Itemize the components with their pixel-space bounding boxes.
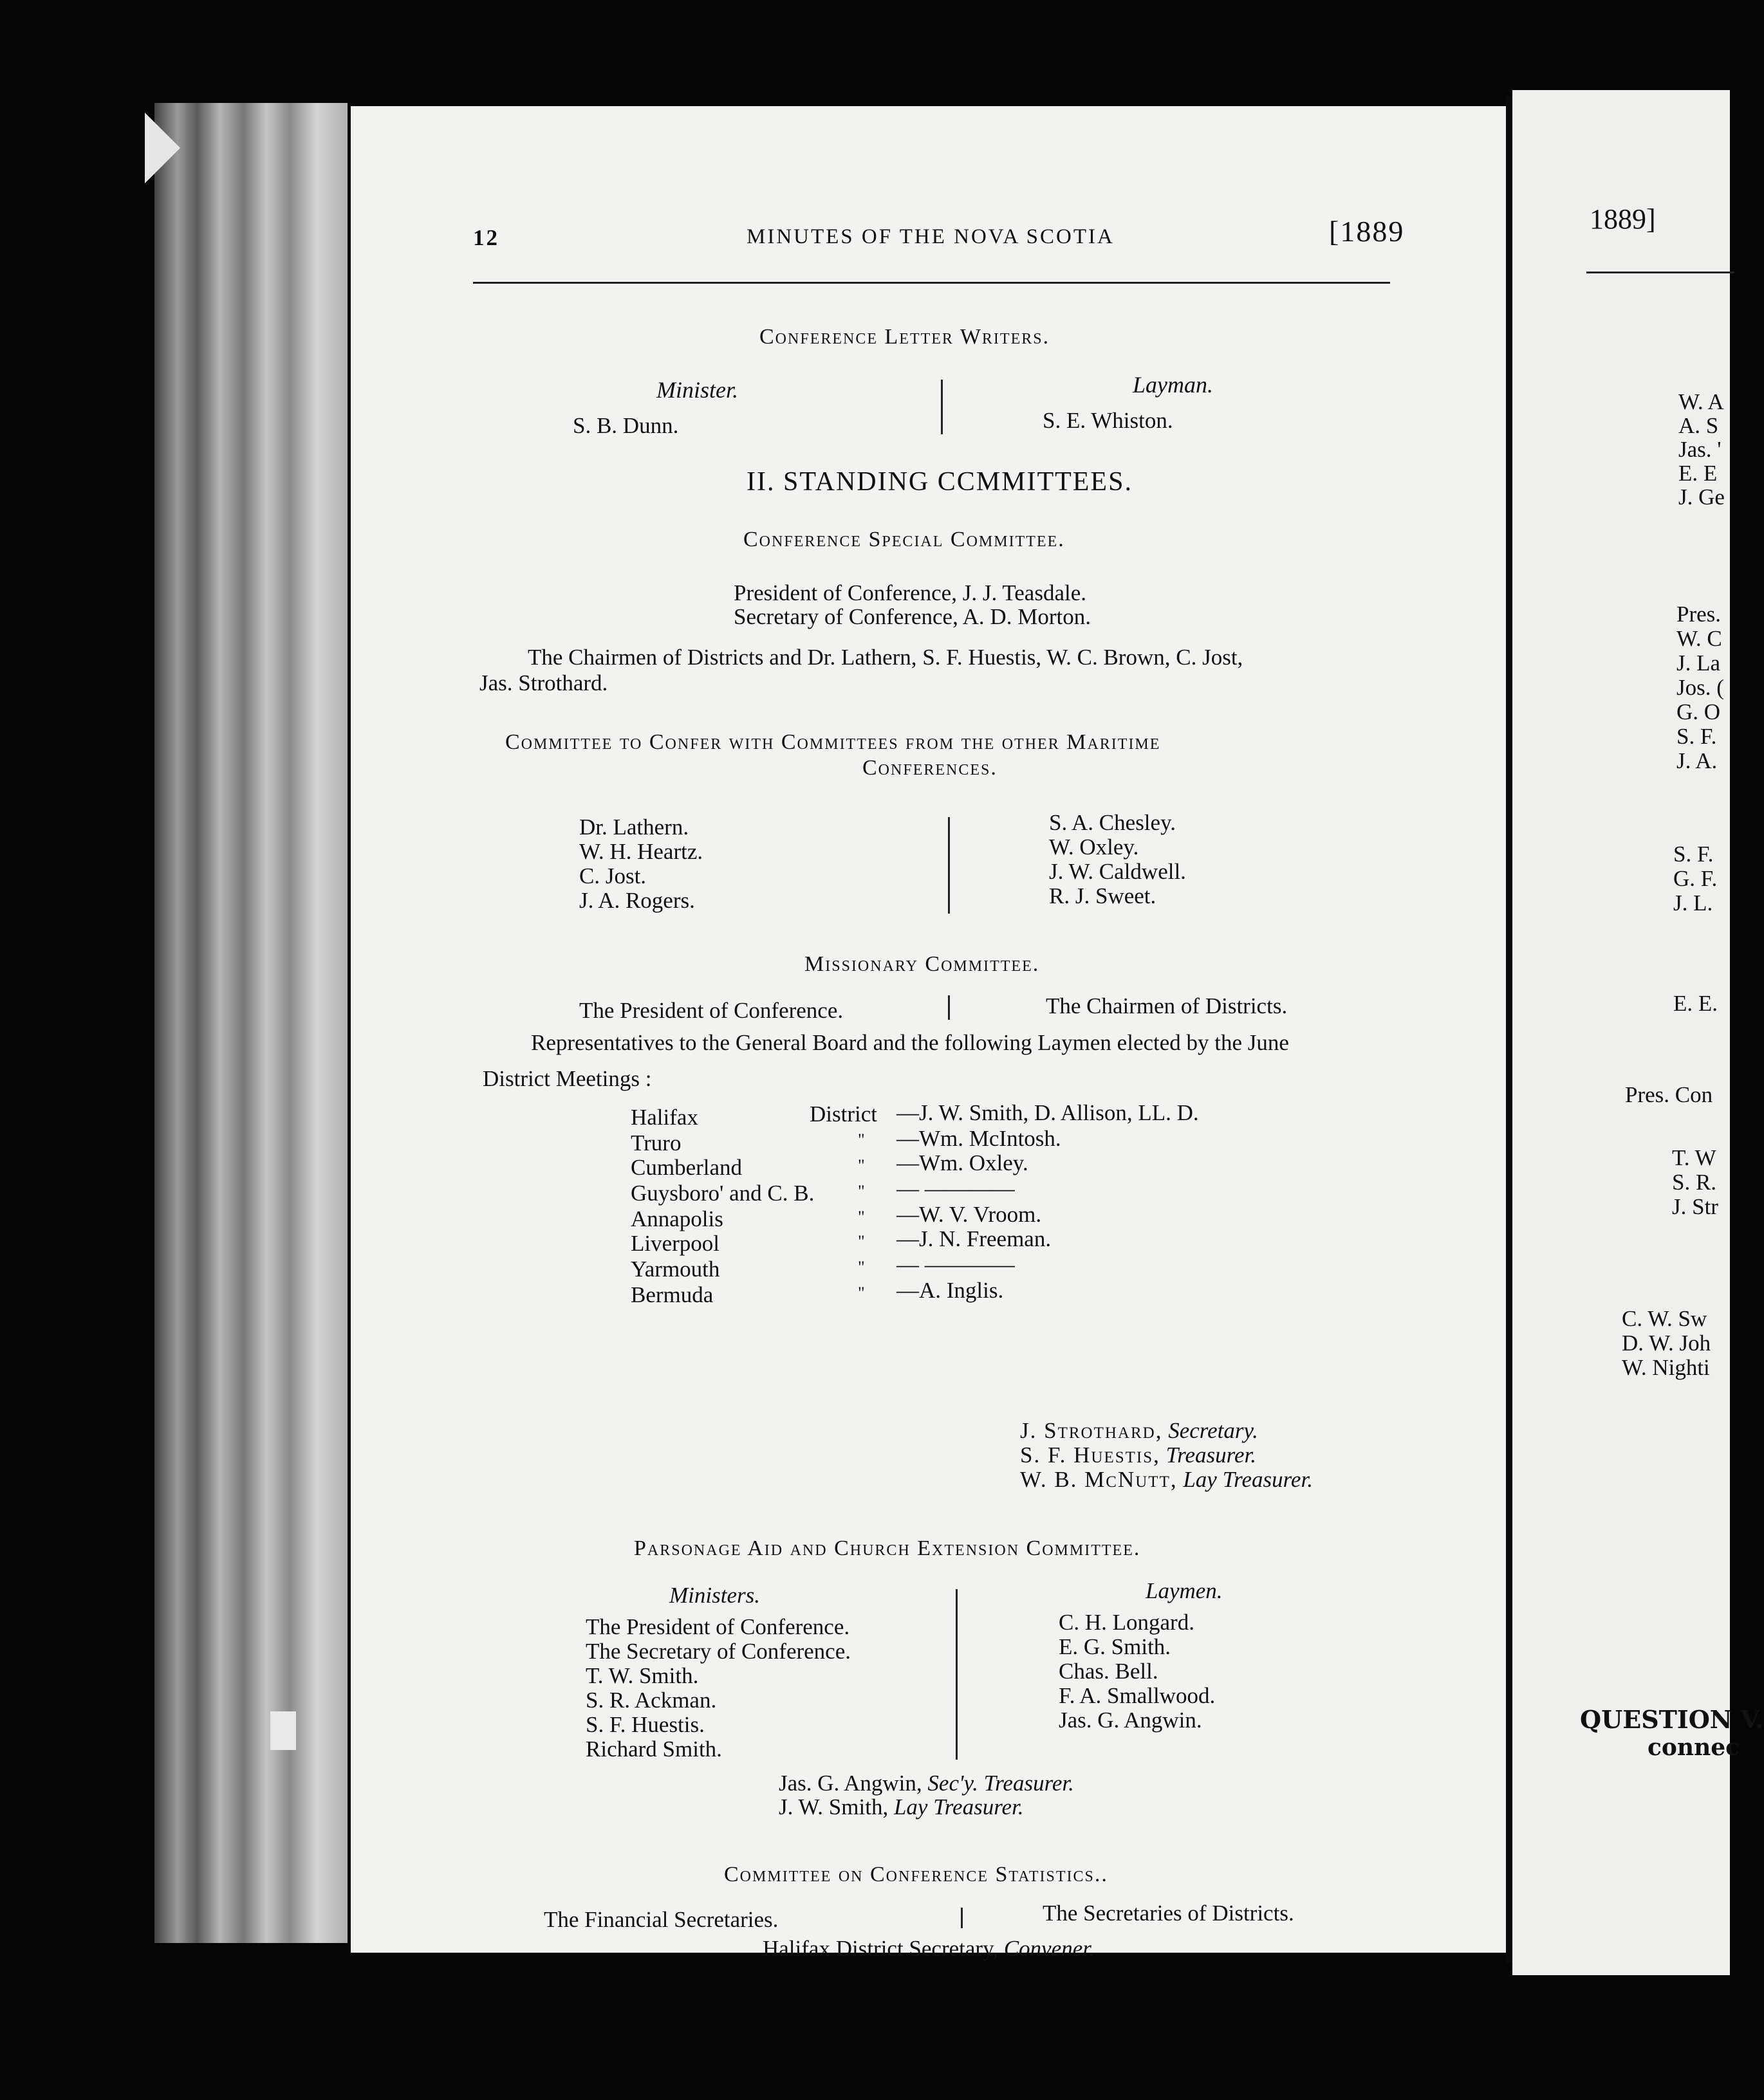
list-item: The President of Conference. [586,1614,850,1639]
list-item: S. A. Chesley. [1049,810,1176,835]
district-mark: District [810,1101,877,1127]
ditto-mark: " [858,1156,865,1175]
book-page-edges [154,103,348,1943]
list-item: Richard Smith. [586,1736,722,1762]
minister-name: S. B. Dunn. [573,413,679,438]
list-item: Dr. Lathern. [579,815,689,840]
fragment-text: J. L. [1673,890,1713,916]
district-rep: —Wm. Oxley. [896,1150,1028,1175]
page-tab-marker-lower [270,1711,296,1750]
page-tab-marker [145,113,180,183]
parsonage-officer-1: Jas. G. Angwin, Sec'y. Treasurer. [779,1771,1074,1796]
column-divider [941,380,943,434]
fragment-text: Pres. [1676,602,1722,627]
district-rep: —W. V. Vroom. [896,1202,1042,1227]
minister-label: Minister. [656,377,739,403]
district-name: Halifax [631,1105,698,1130]
fragment-text: J. Ge [1678,484,1725,510]
ministers-label: Ministers. [669,1583,760,1608]
header-rule [473,282,1390,284]
list-item: Jas. G. Angwin. [1059,1708,1202,1733]
right-page-year: 1889] [1590,203,1656,235]
parsonage-officer-2: J. W. Smith, Lay Treasurer. [779,1794,1024,1819]
fragment-text: Jos. ( [1676,675,1724,700]
laymen-label: Laymen. [1146,1578,1223,1603]
right-page [1512,90,1764,1975]
ditto-mark: " [858,1208,865,1226]
list-item: W. Oxley. [1049,834,1139,860]
fragment-text: W. C [1676,626,1722,651]
list-item: W. H. Heartz. [579,839,703,864]
fragment-text: S. F. [1673,842,1714,867]
missionary-officer: J. Strothard, Secretary. [1020,1418,1258,1443]
fragment-text: E. E [1678,461,1718,486]
fragment-text: D. W. Joh [1622,1331,1711,1356]
fragment-text: J. A. [1676,748,1718,773]
list-item: Chas. Bell. [1059,1659,1158,1684]
district-rep: —A. Inglis. [896,1278,1004,1303]
statistics-right: The Secretaries of Districts. [1043,1901,1294,1926]
fragment-text: W. Nighti [1622,1355,1710,1380]
list-item: S. R. Ackman. [586,1688,717,1713]
representatives-line1: Representatives to the General Board and the following Laymen elected by the June [531,1030,1289,1055]
secretary-line: Secretary of Conference, A. D. Morton. [734,604,1091,629]
ditto-mark: " [858,1232,865,1251]
fragment-text: G. O [1676,699,1721,724]
district-name: Annapolis [631,1206,723,1231]
column-divider [961,1908,963,1928]
list-item: T. W. Smith. [586,1663,699,1688]
district-rep: — ———— [896,1252,1015,1277]
maritime-committee-title-line1: Committee to Confer with Committees from the other Maritime [505,730,1161,754]
layman-name: S. E. Whiston. [1043,408,1173,433]
representatives-line2: District Meetings : [483,1066,652,1091]
list-item: J. W. Caldwell. [1049,859,1186,884]
list-item: The Secretary of Conference. [586,1639,851,1664]
maritime-left-list [579,815,703,913]
parsonage-laymen-list [1059,1610,1215,1733]
fragment-text: C. W. Sw [1622,1306,1707,1331]
statistics-committee-title: Committee on Conference Statistics.. [724,1863,1108,1886]
header-year: [1889 [1329,215,1405,248]
list-item: J. A. Rogers. [579,888,695,913]
fragment-text: W. A [1678,389,1724,414]
district-rep: — ———— [896,1176,1015,1201]
statistics-convener: Halifax District Secretary, Convener. [763,1936,1095,1961]
district-rep: —J. W. Smith, D. Allison, LL. D. [896,1100,1199,1125]
missionary-officer: W. B. McNutt, Lay Treasurer. [1020,1467,1313,1492]
list-item: R. J. Sweet. [1049,883,1156,908]
district-name: Yarmouth [631,1257,720,1282]
district-name: Truro [631,1130,682,1156]
special-members-line1: The Chairmen of Districts and Dr. Lathern, S. F. Huestis, W. C. Brown, C. Jost, [528,645,1243,670]
fragment-text: J. Str [1672,1194,1718,1219]
ditto-mark: " [858,1284,865,1302]
fragment-text: S. R. [1672,1170,1717,1195]
ditto-mark: " [858,1258,865,1276]
district-rep: —J. N. Freeman. [896,1226,1052,1251]
column-divider [948,995,950,1020]
district-name: Cumberland [631,1155,743,1180]
section-title: II. STANDING CCMMITTEES. [747,467,1133,497]
special-committee-title: Conference Special Committee. [743,528,1065,551]
missionary-left: The President of Conference. [579,998,844,1023]
list-item: C. H. Longard. [1059,1610,1194,1635]
parsonage-ministers-list [586,1615,851,1762]
fragment-text: E. E. [1673,991,1718,1016]
maritime-committee-title-line2: Conferences. [862,756,998,780]
fragment-text: S. F. [1676,724,1717,749]
question-heading: QUESTION V. [1580,1705,1764,1734]
missionary-officer: S. F. Huestis, Treasurer. [1020,1442,1256,1468]
ditto-mark: " [858,1130,865,1149]
statistics-left: The Financial Secretaries. [544,1907,779,1932]
district-name: Bermuda [631,1282,714,1307]
column-divider [948,817,950,914]
page-number: 12 [473,225,499,250]
list-item: F. A. Smallwood. [1059,1683,1216,1708]
right-header-rule [1586,272,1734,273]
list-item: S. F. Huestis. [586,1712,705,1737]
ditto-mark: " [858,1182,865,1201]
left-page [351,106,1506,1961]
fragment-text: A. S [1678,413,1719,438]
missionary-right: The Chairmen of Districts. [1046,993,1288,1018]
maritime-right-list [1049,811,1186,908]
running-title: MINUTES OF THE NOVA SCOTIA [747,225,1115,248]
question-subheading: connec [1648,1734,1740,1761]
district-name: Liverpool [631,1231,720,1256]
district-rep: —Wm. McIntosh. [896,1126,1061,1151]
special-members-line2: Jas. Strothard. [479,670,608,695]
list-item: E. G. Smith. [1059,1634,1171,1659]
parsonage-committee-title: Parsonage Aid and Church Extension Committee. [634,1536,1141,1560]
missionary-committee-title: Missionary Committee. [804,952,1040,976]
layman-label: Layman. [1133,372,1213,398]
district-name: Guysboro' and C. B. [631,1181,815,1206]
column-divider [956,1589,958,1760]
president-line: President of Conference, J. J. Teasdale. [734,580,1086,605]
list-item: C. Jost. [579,863,647,889]
fragment-text: G. F. [1673,866,1718,891]
letter-writers-title: Conference Letter Writers. [759,325,1050,349]
fragment-text: J. La [1676,650,1721,676]
fragment-text: Pres. Con [1625,1082,1713,1107]
fragment-text: Jas. ' [1678,437,1722,462]
fragment-text: T. W [1672,1145,1716,1170]
